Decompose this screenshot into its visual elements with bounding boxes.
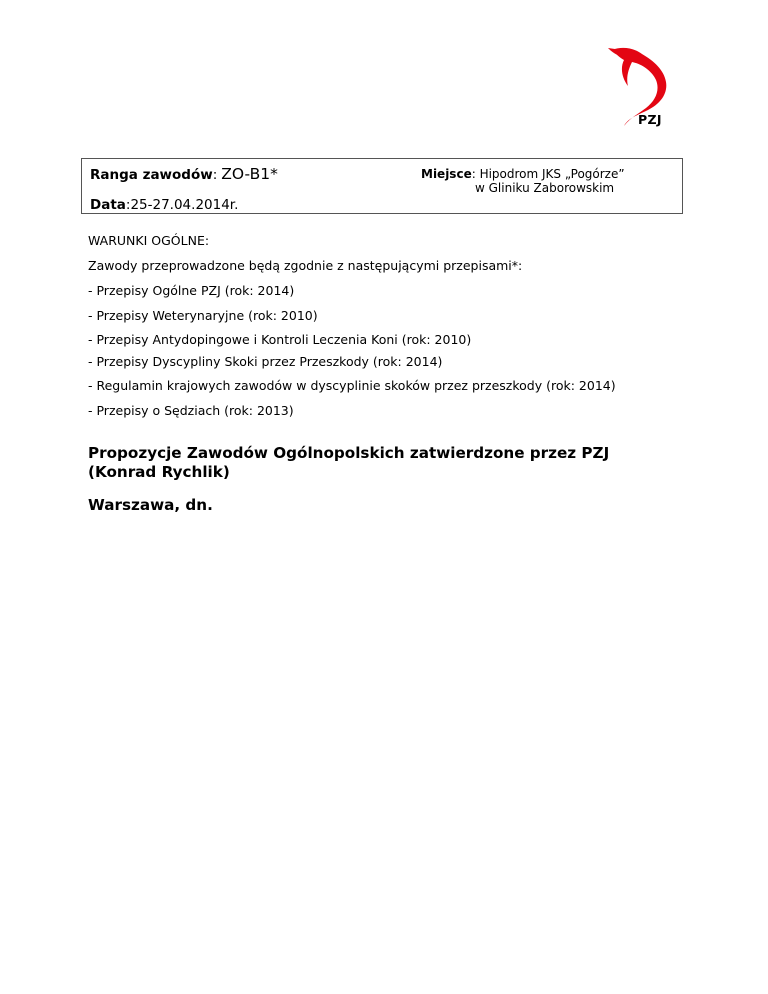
conditions-intro: Zawody przeprowadzone będą zgodnie z następującymi przepisami*: — [88, 258, 523, 273]
venue-line2: w Gliniku Zaborowskim — [475, 181, 615, 195]
approval-place: Warszawa, dn. — [88, 496, 213, 514]
date-label: Data — [90, 197, 126, 213]
venue-label: Miejsce — [421, 167, 472, 181]
regulation-item: - Przepisy Antydopingowe i Kontroli Leczenia Koni (rok: 2010) — [88, 332, 472, 347]
regulation-item: - Przepisy Ogólne PZJ (rok: 2014) — [88, 283, 295, 298]
venue-line1: Hipodrom JKS „Pogórze” — [479, 167, 625, 181]
regulation-item: - Przepisy Weterynaryjne (rok: 2010) — [88, 308, 318, 323]
approval-line1: Propozycje Zawodów Ogólnopolskich zatwierdzone przez PZJ — [88, 444, 610, 462]
regulation-item: - Regulamin krajowych zawodów w dyscyplinie skoków przez przeszkody (rok: 2014) — [88, 378, 616, 393]
regulation-item: - Przepisy o Sędziach (rok: 2013) — [88, 403, 294, 418]
logo-text: PZJ — [638, 112, 662, 127]
rank-label: Ranga zawodów — [90, 167, 213, 183]
date-value: 25-27.04.2014r. — [130, 197, 239, 213]
regulation-item: - Przepisy Dyscypliny Skoki przez Przeszkody (rok: 2014) — [88, 354, 443, 369]
conditions-heading: WARUNKI OGÓLNE: — [88, 233, 210, 248]
rank-value: ZO-B1* — [221, 165, 278, 183]
approval-line2: (Konrad Rychlik) — [88, 463, 230, 481]
competition-venue: Miejsce: Hipodrom JKS „Pogórze” w Gliniku Zaborowskim — [421, 167, 625, 195]
competition-rank: Ranga zawodów: ZO-B1* — [90, 165, 278, 183]
competition-date: Data:25-27.04.2014r. — [90, 197, 239, 213]
competition-info-box — [81, 158, 683, 214]
